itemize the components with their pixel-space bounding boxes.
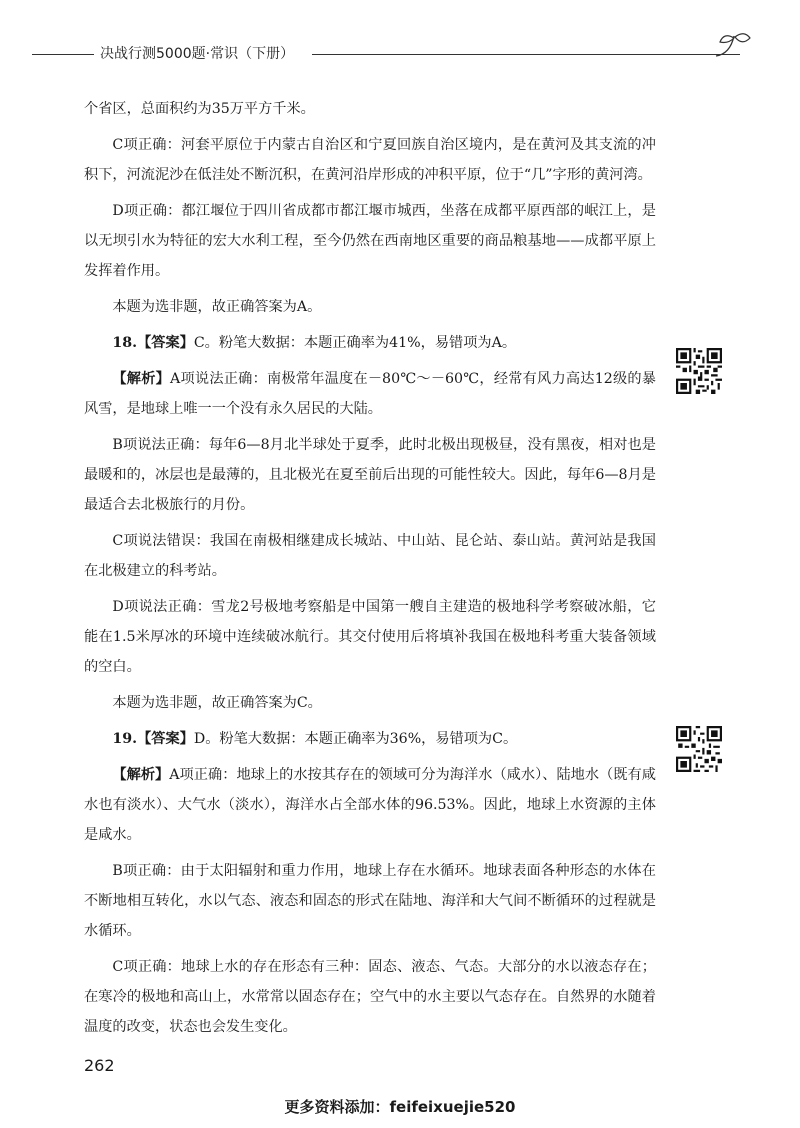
answer-text: D。粉笔大数据：本题正确率为36%，易错项为C。 xyxy=(193,731,518,747)
page-number: 262 xyxy=(84,1056,115,1075)
paragraph: C项正确：河套平原位于内蒙古自治区和宁夏回族自治区境内，是在黄河及其支流的冲积下，河流泥沙在低洼处不断沉积，在黄河沿岸形成的冲积平原，位于“几”字形的黄河湾。 xyxy=(84,137,656,183)
answer-label: 18.【答案】 xyxy=(112,335,194,351)
answer-line-18 xyxy=(84,328,656,358)
footer-note: 更多资料添加：feifeixuejie520 xyxy=(284,1098,516,1116)
answer-line-19 xyxy=(84,724,656,754)
header-rule-right xyxy=(312,54,740,55)
analysis-text: A项说法正确：南极常年温度在－80℃～－60℃，经常有风力高达12级的暴风雪，是地球上唯一一个没有永久居民的大陆。 xyxy=(84,371,656,417)
header-rule-left xyxy=(32,54,94,55)
header-title: 决战行测5000题·常识（下册） xyxy=(100,46,295,62)
paragraph: C项说法错误：我国在南极相继建成长城站、中山站、昆仑站、泰山站。黄河站是我国在北极建立的科考站。 xyxy=(84,533,656,579)
answer-label: 19.【答案】 xyxy=(112,731,194,747)
leaf-icon xyxy=(708,30,754,60)
paragraph: 个省区，总面积约为35万平方千米。 xyxy=(84,101,315,117)
paragraph: D项说法正确：雪龙2号极地考察船是中国第一艘自主建造的极地科学考察破冰船，它能在1.5米厚冰的环境中连续破冰航行。其交付使用后将填补我国在极地科考重大装备领域的空白。 xyxy=(84,599,656,675)
analysis-19a xyxy=(84,760,656,850)
paragraph: B项说法正确：每年6—8月北半球处于夏季，此时北极出现极昼，没有黑夜，相对也是最暖和的，冰层也是最薄的，且北极光在夏至前后出现的可能性较大。因此，每年6—8月是最适合去北极旅行的月份。 xyxy=(84,437,656,513)
analysis-18a xyxy=(84,364,656,424)
qr-code-icon[interactable] xyxy=(676,348,722,394)
paragraph: C项正确：地球上水的存在形态有三种：固态、液态、气态。大部分的水以液态存在；在寒冷的极地和高山上，水常常以固态存在；空气中的水主要以气态存在。自然界的水随着温度的改变，状态也会发生变化。 xyxy=(84,959,656,1035)
running-header xyxy=(32,42,772,64)
analysis-text: A项正确：地球上的水按其存在的领域可分为海洋水（咸水）、陆地水（既有咸水也有淡水）、大气水（淡水），海洋水占全部水体的96.53%。因此，地球上水资源的主体是咸水。 xyxy=(84,767,656,843)
paragraph: B项正确：由于太阳辐射和重力作用，地球上存在水循环。地球表面各种形态的水体在不断地相互转化，水以气态、液态和固态的形式在陆地、海洋和大气间不断循环的过程就是水循环。 xyxy=(84,863,656,939)
page-body xyxy=(84,94,656,1048)
paragraph: D项正确：都江堰位于四川省成都市都江堰市城西，坐落在成都平原西部的岷江上，是以无坝引水为特征的宏大水利工程，至今仍然在西南地区重要的商品粮基地——成都平原上发挥着作用。 xyxy=(84,203,656,279)
qr-code-icon[interactable] xyxy=(676,726,722,772)
answer-text: C。粉笔大数据：本题正确率为41%，易错项为A。 xyxy=(193,335,517,351)
analysis-label: 【解析】 xyxy=(112,371,171,387)
analysis-label: 【解析】 xyxy=(112,767,170,783)
paragraph: 本题为选非题，故正确答案为A。 xyxy=(112,299,322,315)
paragraph: 本题为选非题，故正确答案为C。 xyxy=(112,695,322,711)
